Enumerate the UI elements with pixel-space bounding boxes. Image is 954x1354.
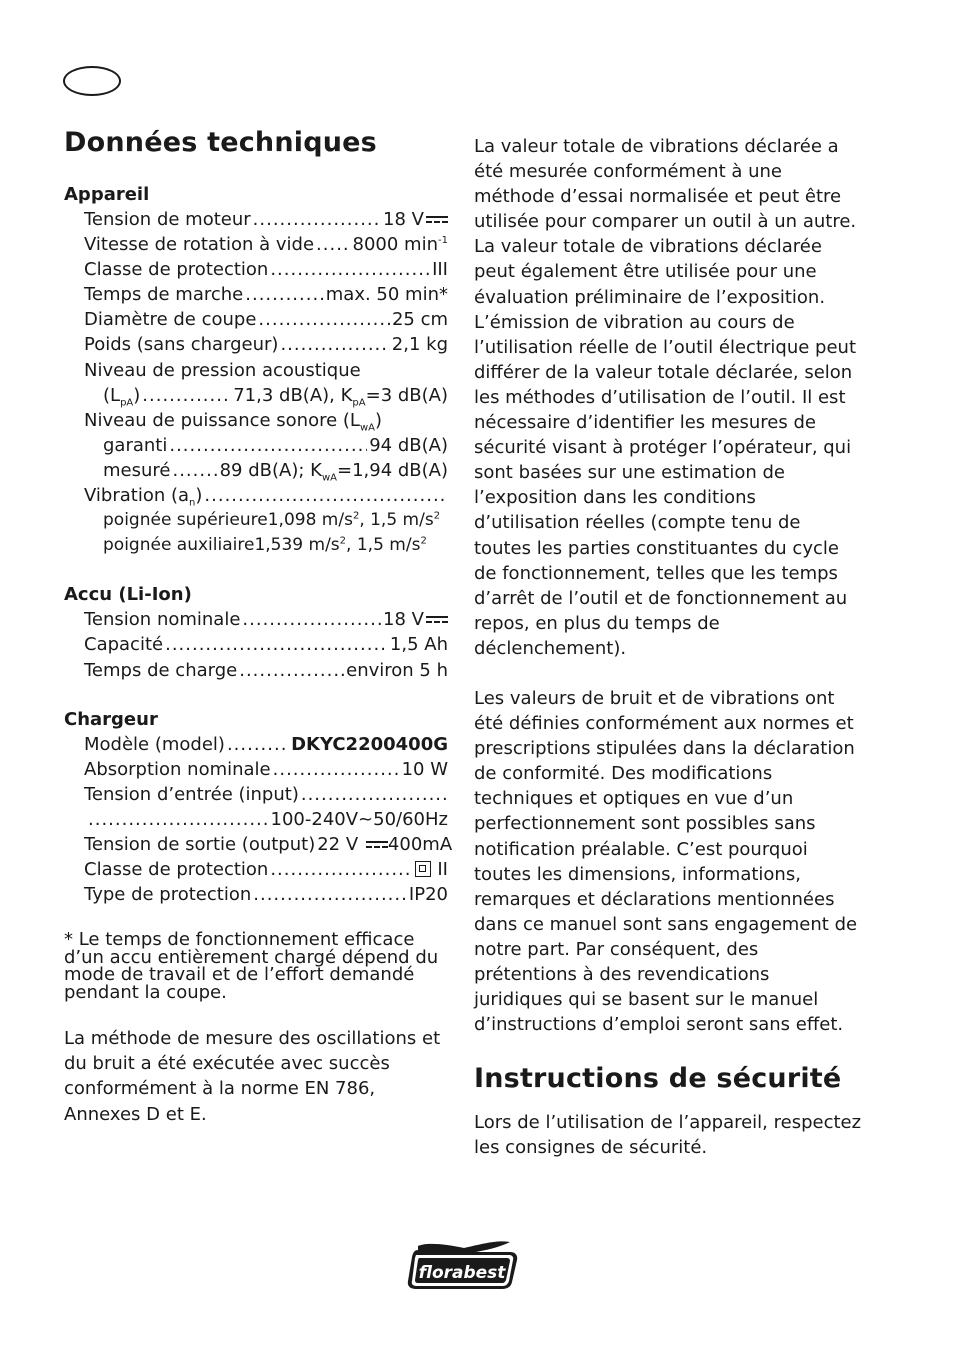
- spec-row: Capacité ..... 1,5 Ah: [64, 632, 448, 657]
- spec-row: Poids (sans chargeur) ..... 2,1 kg: [64, 332, 448, 357]
- spec-row: ..... 100-240V~50/60Hz: [64, 807, 448, 832]
- spec-row: Tension d’entrée (input) .....: [64, 782, 448, 807]
- section-chargeur: [64, 707, 453, 908]
- spec-row: Temps de charge ..... environ 5 h: [64, 658, 448, 683]
- spec-row: Modèle (model) ..... DKYC2200400G: [64, 732, 448, 757]
- spec-row: Classe de protection ..... II: [64, 857, 448, 882]
- spec-row: Vitesse de rotation à vide ..... 8000 $\min^{-1}$: [64, 232, 448, 257]
- dc-symbol-icon: [426, 215, 448, 224]
- spec-row: poignée auxiliaire1,539 $m/s^2$, 1,5 $m/s^2$: [103, 535, 427, 556]
- appareil-heading: Appareil: [64, 184, 150, 205]
- spec-row: Niveau de puissance sonore $(L_{wA})$: [84, 409, 383, 434]
- language-badge: [63, 66, 121, 96]
- spec-row: Classe de protection ..... III: [64, 257, 448, 282]
- spec-row: mesuré ..... 89 dB(A); $K_{wA}=1,94$ dB(A): [64, 458, 448, 483]
- right-column: [474, 134, 862, 1160]
- spec-row: Temps de marche ..... max. 50 min*: [64, 282, 448, 307]
- section-appareil: [64, 182, 448, 558]
- tech-title: Données techniques: [64, 127, 377, 158]
- accu-heading: Accu (Li-Ion): [64, 584, 192, 606]
- florabest-logo: [406, 1240, 519, 1290]
- spec-row: garanti ..... 94 dB(A): [64, 433, 448, 458]
- spec-row: Type de protection ..... IP20: [64, 882, 448, 907]
- spec-row: Vibration $(a_n)$ .....: [64, 483, 448, 508]
- spec-row: $(L_{pA})$ ..... 71,3 dB(A), $K_{pA}=3$ dB(A): [64, 383, 448, 408]
- safety-text: Lors de l’utilisation de l’appareil, respectez les consignes de sécurité.: [474, 1112, 862, 1159]
- methode-paragraph: La méthode de mesure des oscillations et du bruit a été exécutée avec succès conformément à la norme EN 786, Annexes D et E.: [64, 1028, 441, 1125]
- safety-title: Instructions de sécurité: [474, 1063, 842, 1095]
- spec-row: Diamètre de coupe ..... 25 cm: [64, 307, 448, 332]
- spec-row: Tension de sortie (output) ..... 22 V 400mA: [64, 832, 448, 857]
- spec-row: poignée supérieure1,098 $m/s^2$, 1,5 $m/s^2$: [103, 510, 441, 531]
- dc-symbol-icon: [366, 840, 388, 849]
- spec-row: Niveau de pression acoustique: [84, 359, 361, 381]
- footnote: * Le temps de fonctionnement efficace d’un accu entièrement chargé dépend du mode de travail et de l’effort demandé pendant la coupe.: [64, 929, 439, 1003]
- section-accu: [64, 582, 448, 682]
- chargeur-heading: Chargeur: [64, 708, 158, 730]
- vibration-paragraph: La valeur totale de vibrations déclarée a été mesurée conformément à une méthode d’essai normalisée et peut être utilisée pour comparer un outil à un autre. La valeur totale de vibrations déclarée peut également être utilisée pour une évaluation préliminaire de l’exposition. L’émission de vibration au cours de l’utilisation réelle de l’outil électrique peut différer de la valeur totale déclarée, selon les méthodes d’utilisation de l’outil. Il est nécessaire d’identifier les mesures de sécurité visant à protéger l’opérateur, qui sont basées sur une estimation de l’exposition dans les conditions d’utilisation réelles (compte tenu de toutes les parties constituantes du cycle de fonctionnement, telles que les temps d’arrêt de l’outil et de fonctionnement au repos, en plus du temps de déclenchement).: [474, 136, 857, 659]
- conformity-paragraph: Les valeurs de bruit et de vibrations ont été définies conformément aux normes et prescriptions stipulées dans la déclaration de conformité. Des modifications techniques et optiques en vue d’un perfectionnement sont possibles sans notification préalable. C’est pourquoi toutes les dimensions, informations, remarques et déclarations mentionnées dans ce manuel sont sans engagement de notre part. Par conséquent, des prétentions à des revendications juridiques qui se basent sur le manuel d’instructions d’emploi seront sans effet.: [474, 687, 858, 1036]
- spec-row: Tension de moteur ..... 18 V: [64, 207, 448, 232]
- spec-row: Absorption nominale ..... 10 W: [64, 757, 448, 782]
- dc-symbol-icon: [426, 615, 448, 624]
- left-column: [64, 126, 453, 1127]
- spec-row: Tension nominale ..... 18 V: [64, 607, 448, 632]
- class-ii-icon: [415, 861, 431, 877]
- svg-text:florabest: florabest: [418, 1263, 506, 1283]
